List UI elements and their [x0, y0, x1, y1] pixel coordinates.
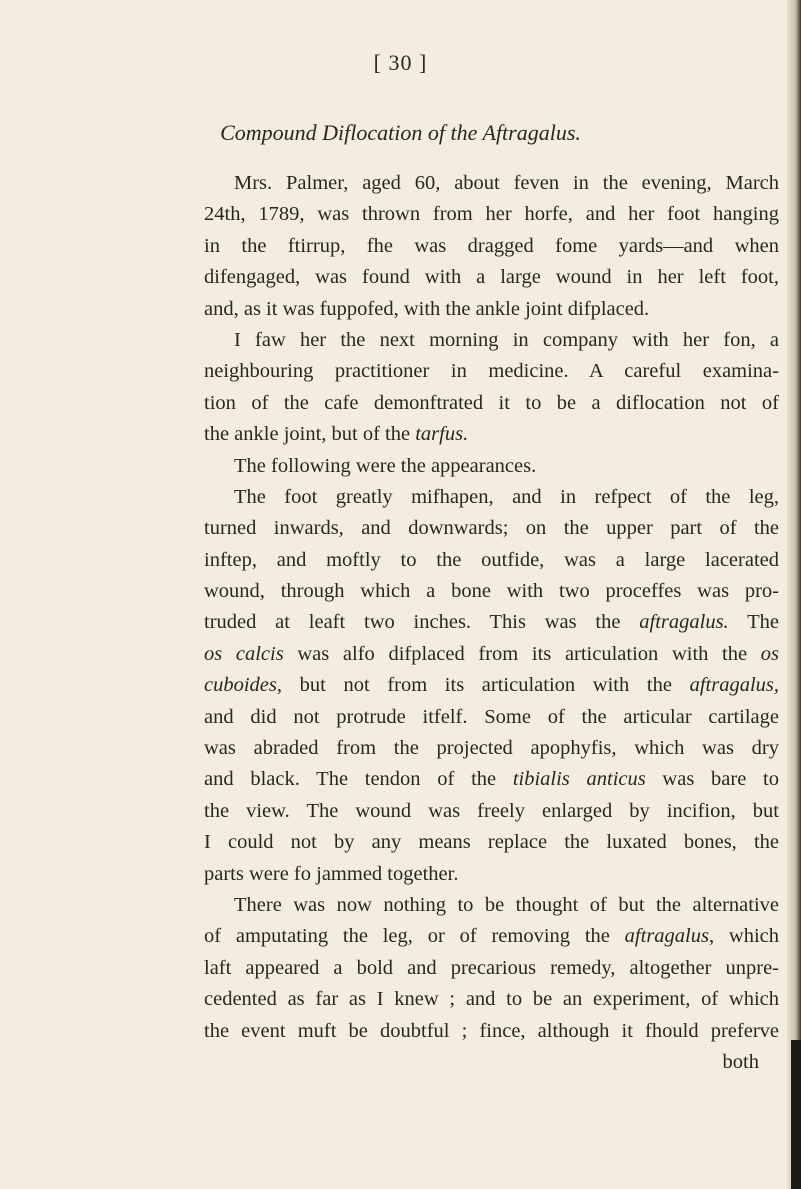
text-segment: The [728, 611, 779, 634]
text-segment: but not from its articulation with the [282, 674, 690, 697]
italic-term: cuboides, [204, 674, 282, 697]
text-segment: The foot greatly mifhapen, and in refpect of the leg, [234, 485, 779, 508]
text-segment: in the ftirrup, fhe was dragged fome yards—and when [204, 234, 779, 257]
text-line [204, 294, 779, 325]
text-line [204, 607, 779, 638]
text-segment: turned inwards, and downwards; on the upper part of the [204, 517, 779, 540]
text-line [204, 356, 779, 387]
text-line [204, 1016, 779, 1047]
text-line [204, 702, 779, 733]
text-segment: and did not protrude itfelf. Some of the articular cartilage [204, 705, 779, 728]
text-segment: the ankle joint, but of the [204, 423, 416, 446]
text-segment: cedented as far as I knew ; and to be an experiment, of which [204, 988, 779, 1011]
text-line [204, 1047, 779, 1078]
text-segment: and, as it was fuppofed, with the ankle joint difplaced. [204, 297, 650, 320]
page-number: [ 30 ] [373, 50, 428, 75]
text-line [204, 325, 779, 356]
text-line [204, 545, 779, 576]
heading-italic: Diflocation [322, 120, 423, 145]
text-line [204, 921, 779, 952]
text-line [204, 670, 779, 701]
text-segment: both [722, 1050, 759, 1073]
text-segment: and black. The tendon of the [204, 768, 513, 791]
heading-text: of [422, 120, 451, 145]
italic-term: tarfus. [415, 423, 469, 446]
text-line [204, 764, 779, 795]
text-segment: truded at leaft two inches. This was the [204, 611, 640, 634]
text-line [204, 168, 779, 199]
text-segment: the view. The wound was freely enlarged by incifion, but [204, 799, 779, 822]
text-segment: the event muft be doubtful ; fince, although it fhould preferve [204, 1019, 779, 1042]
text-segment: of amputating the leg, or of removing the [204, 925, 625, 948]
text-line [204, 388, 779, 419]
text-segment: difengaged, was found with a large wound in her left foot, [204, 266, 779, 289]
italic-term: aftragalus. [639, 611, 729, 634]
text-line [204, 796, 779, 827]
text-segment: The following were the appearances. [234, 454, 537, 477]
text-segment: inftep, and moftly to the outfide, was a large lacerated [204, 548, 779, 571]
text-segment: which [714, 925, 779, 948]
text-line [204, 482, 779, 513]
heading-text: Compound [220, 120, 323, 145]
body-text [204, 168, 779, 1078]
text-line [204, 231, 779, 262]
text-line [204, 451, 779, 482]
heading-italic: the [450, 120, 478, 145]
text-line [204, 513, 779, 544]
text-segment: was abraded from the projected apophyfis, which was dry [204, 737, 779, 760]
text-segment: tion of the cafe demonftrated it to be a diflocation not of [204, 391, 779, 414]
text-segment: 24th, 1789, was thrown from her horfe, and her foot hanging [204, 203, 779, 226]
text-segment: There was now nothing to be thought of but the alternative [234, 893, 779, 916]
italic-term: aftragalus, [624, 925, 715, 948]
page-edge-shadow [791, 1040, 801, 1189]
text-line [204, 827, 779, 858]
page-edge [787, 0, 801, 1189]
text-segment: laft appeared a bold and precarious remedy, altogether unpre- [204, 956, 779, 979]
text-segment: I faw her the next morning in company with her fon, a [234, 328, 779, 351]
text-line [204, 576, 779, 607]
italic-term: os calcis [204, 642, 284, 665]
text-line [204, 262, 779, 293]
text-line [204, 953, 779, 984]
text-segment: Mrs. Palmer, aged 60, about feven in the evening, March [234, 172, 779, 194]
text-line [204, 984, 779, 1015]
text-line [204, 199, 779, 230]
text-line [204, 733, 779, 764]
text-segment: was alfo difplaced from its articulation with the [283, 642, 761, 665]
text-segment: was bare to [645, 768, 779, 791]
italic-term: tibialis anticus [512, 768, 646, 791]
italic-term: aftragalus, [689, 674, 779, 697]
text-line [204, 859, 779, 890]
text-line [204, 419, 779, 450]
text-segment: wound, through which a bone with two proceffes was pro- [204, 580, 779, 603]
heading-italic: Aftragalus. [482, 120, 581, 145]
section-heading [0, 120, 801, 146]
text-line [204, 639, 779, 670]
text-segment: I could not by any means replace the luxated bones, the [204, 831, 779, 854]
italic-term: os [760, 642, 780, 665]
text-segment: neighbouring practitioner in medicine. A careful examina- [204, 360, 779, 383]
text-segment: parts were fo jammed together. [204, 862, 459, 885]
text-line [204, 890, 779, 921]
